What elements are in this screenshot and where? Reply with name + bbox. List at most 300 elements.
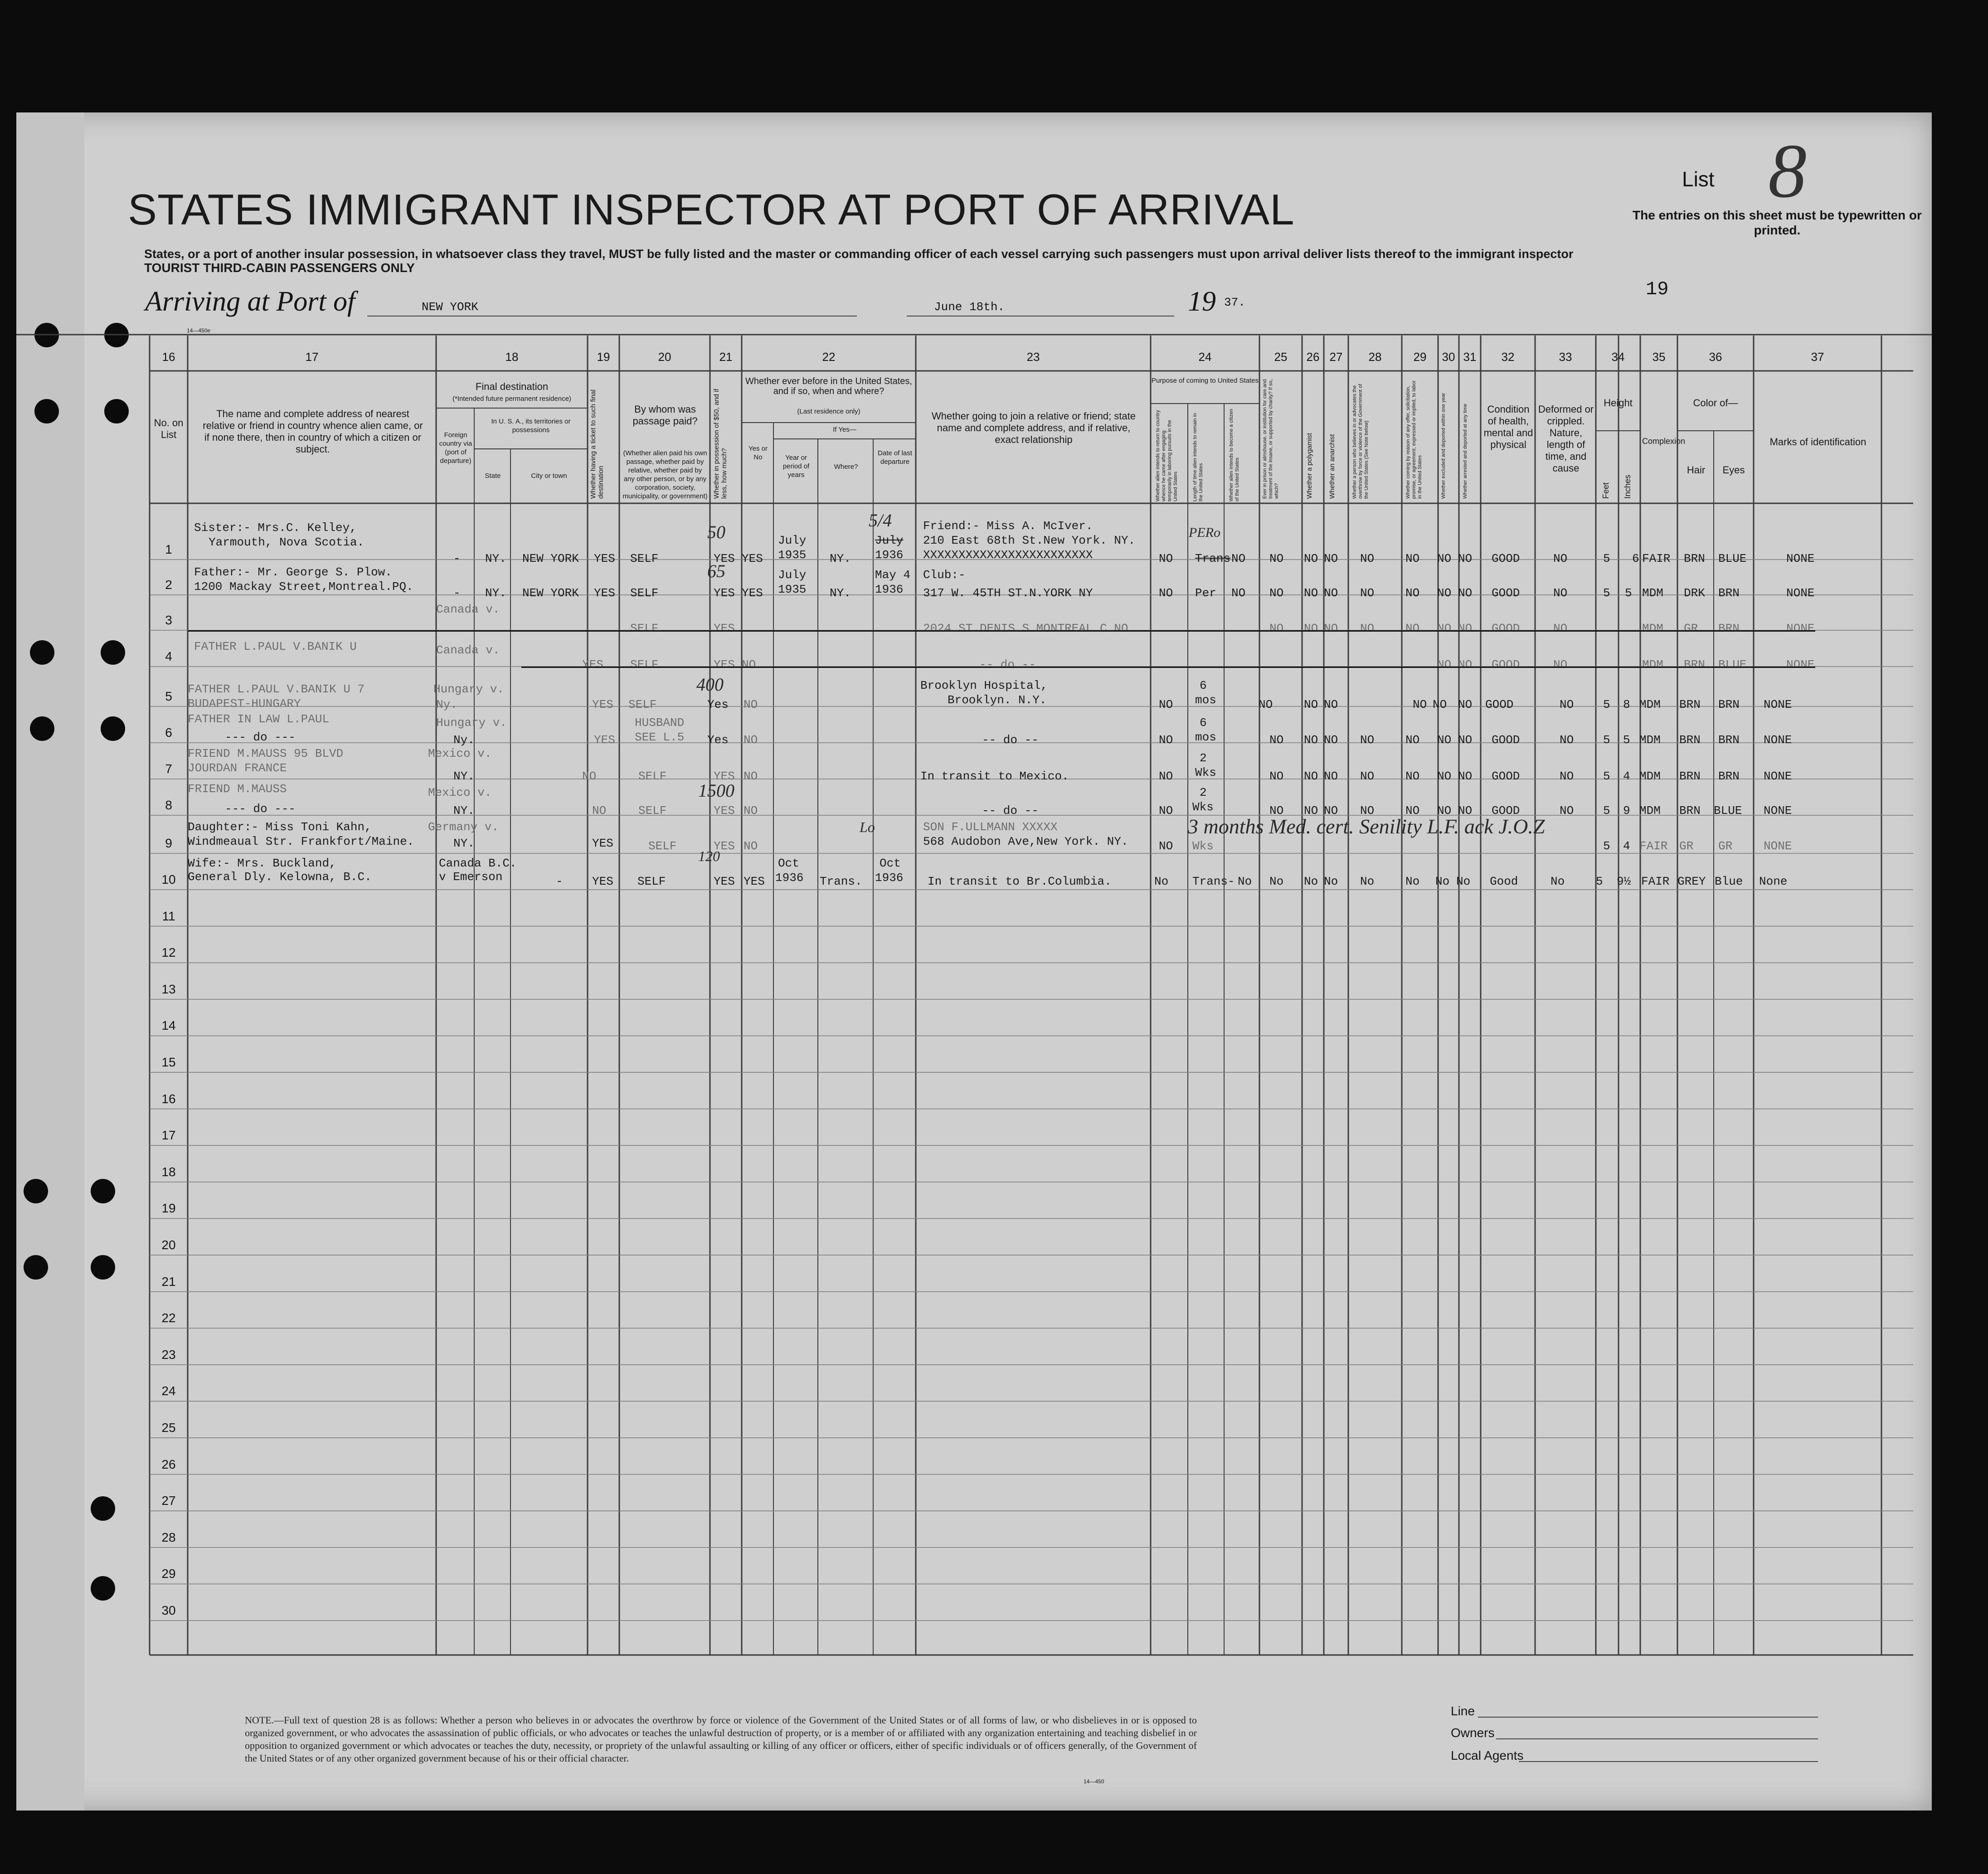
column-number: 34	[1611, 350, 1625, 364]
r1-money: YES	[714, 552, 735, 565]
r3-c29: NO	[1405, 622, 1420, 635]
r7-c31: NO	[1458, 769, 1473, 783]
col22-ifyes-header: If Yes—	[833, 426, 856, 433]
r8-money-handwritten: 1500	[698, 780, 734, 801]
r8-paid: SELF	[638, 804, 667, 818]
footer-note: NOTE.—Full text of question 28 is as follows: Whether a person who believes in or advocates the overthrow by force or violence of the Government of the United States or of all forms of law, or who disbelieves in or is opposed to organized government, or who advocates the assassination of public officials, or who advocates or teaches the unlawful destruction of property, or is a member of or affiliated with any organization entertaining and teaching disbelief in or opposition to organized government or which advocates or teaches the duty, necessity, or propriety of the unlawful assaulting or killing of any officer or officers, either of specific individuals or of officers generally, of the Government of the United States or of any other organized government because of his or their official character.	[245, 1714, 1197, 1764]
column-number: 18	[505, 350, 519, 364]
r1-money-handwritten: 50	[707, 522, 725, 542]
col18-city-header: City or town	[531, 472, 567, 480]
r10-c29: No	[1405, 875, 1420, 888]
year-prefix: 19	[1188, 286, 1216, 317]
r10-date-2: 1936	[875, 871, 904, 885]
row-number: 7	[165, 762, 172, 776]
r4-foreign: Canada v.	[436, 643, 500, 657]
row-number: 9	[165, 836, 172, 850]
r6-deformed: NO	[1560, 733, 1574, 747]
r7-marks: NONE	[1764, 769, 1792, 783]
r7-hair: BRN	[1679, 769, 1701, 783]
punch-hole	[104, 399, 129, 423]
r5-health: GOOD	[1485, 698, 1514, 711]
col24-citizen-header: Whether alien intends to become a citizen of the United States	[1229, 409, 1240, 501]
r2-hair: DRK	[1684, 586, 1705, 600]
r4-c30: NO	[1437, 658, 1452, 672]
r2-before: YES	[742, 586, 763, 600]
r1-inches: 6	[1632, 552, 1639, 565]
col18-usa-header: In U. S. A., its territories or possessions	[491, 418, 571, 434]
r4-marks: NONE	[1786, 658, 1815, 672]
r8-c26: NO	[1304, 804, 1318, 818]
year-suffix: 37.	[1224, 296, 1245, 309]
col22-date-header: Date of last departure	[878, 449, 912, 466]
column-number: 16	[162, 350, 175, 364]
r8-before: NO	[744, 804, 758, 818]
r3-strike-line	[188, 630, 1815, 632]
r4-paid: SELF	[630, 658, 659, 672]
col22-where-header: Where?	[834, 463, 858, 471]
column-number: 31	[1463, 350, 1477, 364]
r9-money: YES	[714, 839, 735, 853]
r5-eyes: BRN	[1718, 698, 1740, 711]
r1-join-3: XXXXXXXXXXXXXXXXXXXXXXXX	[923, 548, 1093, 562]
r8-c30: NO	[1437, 804, 1452, 818]
row-number: 18	[161, 1164, 176, 1179]
r3-paid: SELF	[630, 622, 659, 635]
punch-hole	[91, 1179, 115, 1203]
r3-eyes: BRN	[1718, 622, 1740, 635]
r6-c25: NO	[1269, 733, 1284, 747]
punch-hole	[91, 1576, 115, 1601]
punch-hole	[30, 640, 54, 665]
r2-year-1: July	[778, 568, 807, 582]
r1-before: YES	[742, 552, 763, 565]
r10-relative-name: Wife:- Mrs. Buckland,	[188, 857, 336, 870]
r2-complexion: MDM	[1642, 586, 1663, 600]
r7-relative-address: JOURDAN FRANCE	[188, 761, 287, 775]
r10-ticket: YES	[592, 875, 613, 888]
r3-c25: NO	[1269, 622, 1284, 635]
r10-c26: No	[1304, 875, 1318, 888]
list-label: List	[1682, 167, 1715, 191]
column-number: 33	[1559, 350, 1572, 364]
col16-header: No. on List	[154, 417, 184, 440]
r8-marks: NONE	[1764, 804, 1792, 818]
r10-money: YES	[714, 875, 735, 888]
r10-money-handwritten: 120	[698, 848, 720, 864]
r7-join: In transit to Mexico.	[920, 769, 1069, 783]
r6-paid-2: SEE L.5	[635, 730, 685, 744]
col33-header: Deformed or crippled. Nature, length of time, and cause	[1538, 404, 1594, 474]
col28-header: Whether a person who believes in or advocates the overthrow by force or violence of the Government of the United States (See Note below)	[1352, 384, 1369, 499]
r5-c29: NO	[1413, 698, 1427, 711]
r1-p24a: NO	[1159, 552, 1173, 565]
r6-state: Ny.	[453, 733, 475, 747]
local-agents-fill	[1519, 1761, 1818, 1762]
col29-header: Whether coming by reason of any offer, solicitation, promise, or agreement, expressed or implied, to labor in the United States	[1405, 380, 1423, 499]
r7-c29: NO	[1405, 769, 1420, 783]
r3-hair: GR	[1684, 622, 1698, 635]
owners-fill	[1496, 1738, 1818, 1739]
col17-header: The name and complete address of nearest relative or friend in country whence alien came, or if none there, then in country of which a citizen or subject.	[203, 408, 423, 455]
r7-c27: NO	[1324, 769, 1338, 783]
r5-complexion: MDM	[1639, 698, 1661, 711]
r2-date-1: May 4	[875, 568, 911, 582]
r10-relative-address: General Dly. Kelowna, B.C.	[188, 870, 372, 884]
r7-money: YES	[714, 769, 735, 783]
column-number: 19	[597, 350, 610, 364]
r3-foreign: Canada v.	[436, 603, 500, 616]
r7-state: NY.	[453, 769, 475, 783]
r5-c30: NO	[1433, 698, 1447, 711]
column-number: 25	[1274, 350, 1288, 364]
row-number: 12	[161, 945, 176, 960]
r10-join: In transit to Br.Columbia.	[928, 875, 1112, 888]
column-number: 21	[719, 350, 733, 364]
r8-c28: NO	[1360, 804, 1375, 818]
r2-p24c: NO	[1231, 586, 1246, 600]
row-number: 16	[161, 1091, 176, 1106]
r7-complexion: MDM	[1639, 769, 1661, 783]
r2-eyes: BRN	[1718, 586, 1740, 600]
r9-before: NO	[744, 839, 758, 853]
owners-label: Owners	[1451, 1726, 1495, 1740]
r9-feet: 5	[1603, 839, 1610, 853]
r5-p24a: NO	[1159, 698, 1173, 711]
r5-p24b-1: 6	[1200, 679, 1207, 692]
r9-inches: 4	[1623, 839, 1630, 853]
r1-eyes: BLUE	[1718, 552, 1747, 565]
r9-state: NY.	[453, 837, 475, 850]
r2-inches: 5	[1625, 586, 1632, 600]
col24-return-header: Whether alien intends to return to country whence he came after engaging temporarily in laboring pursuits in the United States	[1155, 410, 1178, 501]
col32-header: Condition of health, mental and physical	[1483, 404, 1533, 450]
punch-hole	[30, 716, 54, 741]
r4-hair: BRN	[1684, 658, 1705, 672]
r9-complexion: FAIR	[1639, 839, 1668, 853]
r10-complexion: FAIR	[1641, 875, 1670, 888]
r8-deformed: NO	[1560, 804, 1574, 818]
r8-hair: BRN	[1679, 804, 1701, 818]
r2-paid: SELF	[630, 586, 659, 600]
r2-date-2: 1936	[875, 583, 904, 596]
r5-money-handwritten: 400	[696, 674, 724, 695]
r6-foreign: Hungary v.	[436, 716, 507, 730]
column-number: 36	[1709, 350, 1722, 364]
r6-c31: NO	[1458, 733, 1473, 747]
punch-hole	[91, 1255, 115, 1280]
r10-before: YES	[744, 875, 765, 888]
column-number: 23	[1026, 350, 1040, 364]
punch-hole	[34, 323, 59, 347]
r10-where: Trans.	[820, 875, 862, 888]
col26-header: Whether a polygamist	[1306, 433, 1313, 499]
r6-relative-address: --- do ---	[225, 730, 296, 744]
r2-city: NEW YORK	[522, 586, 579, 600]
row-number: 3	[165, 613, 172, 627]
r8-join: -- do --	[982, 804, 1039, 818]
r7-p24b-1: 2	[1200, 751, 1207, 765]
col20-subheader: (Whether alien paid his own passage, whether paid by relative, whether paid by any other person, or by any corporation, society, municipality, or government)	[622, 449, 708, 500]
r8-ticket: NO	[592, 804, 607, 818]
r9-hair: GR	[1679, 839, 1694, 853]
column-number: 28	[1368, 350, 1382, 364]
row-number: 1	[165, 542, 172, 556]
r5-c26: NO	[1304, 698, 1318, 711]
r7-health: GOOD	[1492, 769, 1520, 783]
col21-header: Whether in possession of $50, and if less, how much?	[713, 389, 728, 499]
r2-c26: NO	[1304, 586, 1318, 600]
punch-hole	[104, 323, 129, 347]
r2-feet: 5	[1603, 586, 1610, 600]
r1-join-1: Friend:- Miss A. McIver.	[923, 519, 1093, 533]
r6-complexion: MDM	[1639, 733, 1661, 747]
col18-subheader: (*Intended future permanent residence)	[452, 395, 571, 403]
r2-foreign: -	[453, 586, 461, 600]
r10-c28: No	[1360, 875, 1375, 888]
r1-c25: NO	[1269, 552, 1284, 565]
header-passenger-class: TOURIST THIRD-CABIN PASSENGERS ONLY	[144, 261, 415, 275]
r9-join-1: SON F.ULLMANN XXXXX	[923, 820, 1058, 834]
r1-c26: NO	[1304, 552, 1318, 565]
list-number: 8	[1768, 128, 1807, 214]
r1-relative-address: Yarmouth, Nova Scotia.	[209, 535, 365, 549]
r1-ticket: YES	[594, 552, 615, 565]
r8-relative-address: --- do ---	[225, 802, 296, 816]
col22-year-header: Year or period of years	[783, 454, 810, 479]
r7-p24a: NO	[1159, 769, 1173, 783]
r8-c25: NO	[1269, 804, 1284, 818]
r1-marks: NONE	[1786, 552, 1815, 565]
r10-eyes: Blue	[1715, 875, 1743, 888]
r4-deformed: NO	[1553, 658, 1568, 672]
col37-header: Marks of identification	[1769, 436, 1866, 448]
r1-health: GOOD	[1492, 552, 1520, 565]
punch-hole	[24, 1255, 48, 1280]
r6-ticket: YES	[594, 733, 615, 747]
r9-eyes: GR	[1718, 839, 1733, 853]
r5-state: Ny.	[436, 698, 457, 711]
r5-relative-name: FATHER L.PAUL V.BANIK U 7	[188, 682, 365, 696]
r8-relative-name: FRIEND M.MAUSS	[188, 782, 287, 796]
r10-p24a: No	[1154, 875, 1169, 888]
r4-relative-name: FATHER L.PAUL V.BANIK U	[194, 640, 357, 653]
column-number: 20	[658, 350, 671, 364]
r2-deformed: NO	[1553, 586, 1568, 600]
col36-hair-header: Hair	[1687, 464, 1706, 476]
r6-p24b-1: 6	[1200, 716, 1207, 730]
r6-p24b-2: mos	[1195, 730, 1216, 744]
r6-c29: NO	[1405, 733, 1420, 747]
r4-join: -- do --	[979, 658, 1036, 672]
r1-join-2: 210 East 68th St.New York. NY.	[923, 534, 1136, 547]
r7-foreign: Mexico v.	[428, 747, 492, 760]
r4-ticket: YES	[582, 658, 603, 672]
r1-p24b-handwritten: PERo	[1189, 525, 1220, 540]
r8-money: YES	[714, 804, 735, 818]
form-code-top: 14—450e	[187, 327, 211, 334]
r7-before: NO	[744, 769, 758, 783]
row-number: 24	[161, 1384, 176, 1398]
r3-marks: NONE	[1786, 622, 1815, 635]
col22-subheader: (Last residence only)	[797, 408, 860, 415]
r4-eyes: BLUE	[1718, 658, 1747, 672]
row-number: 20	[161, 1238, 176, 1252]
line-fill	[1478, 1717, 1818, 1718]
column-number: 35	[1652, 350, 1666, 364]
r7-eyes: BRN	[1718, 769, 1740, 783]
r6-relative-name: FATHER IN LAW L.PAUL	[188, 712, 330, 726]
r5-relative-address: BUDAPEST-HUNGARY	[188, 697, 301, 711]
arriving-label: Arriving at Port of	[145, 286, 355, 317]
r2-relative-address: 1200 Mackay Street,Montreal.PQ.	[194, 580, 413, 594]
row-number: 14	[161, 1018, 176, 1033]
row-number: 28	[161, 1530, 176, 1544]
r1-foreign: -	[453, 552, 461, 565]
col24-header: Purpose of coming to United States	[1152, 377, 1259, 385]
col22-header: Whether ever before in the United States, and if so, when and where?	[745, 376, 912, 396]
r3-money: YES	[714, 622, 735, 635]
r6-c30: NO	[1437, 733, 1452, 747]
r1-feet: 5	[1603, 552, 1610, 565]
date-value: June 18th.	[934, 300, 1005, 314]
r5-join-2: Brooklyn. N.Y.	[948, 693, 1047, 707]
row-number: 30	[161, 1603, 176, 1617]
r2-c30: NO	[1437, 586, 1452, 600]
r10-feet: 5	[1596, 875, 1603, 888]
column-number: 24	[1198, 350, 1212, 364]
r8-p24b-1: 2	[1200, 786, 1207, 799]
row-number: 27	[161, 1494, 176, 1508]
r2-c31: NO	[1458, 586, 1473, 600]
r1-c30: NO	[1437, 552, 1452, 565]
row-number: 15	[161, 1055, 176, 1069]
row-number: 26	[161, 1457, 176, 1471]
r8-health: GOOD	[1492, 804, 1520, 818]
r7-feet: 5	[1603, 769, 1610, 783]
line-label: Line	[1451, 1704, 1475, 1718]
r2-c29: NO	[1405, 586, 1420, 600]
r9-p24a: NO	[1159, 839, 1173, 853]
r5-foreign: Hungary v.	[433, 682, 505, 696]
r4-c31: NO	[1458, 658, 1473, 672]
r9-join-2: 568 Audobon Ave,New York. NY.	[923, 835, 1128, 848]
r6-c26: NO	[1304, 733, 1318, 747]
page-title: STATES IMMIGRANT INSPECTOR AT PORT OF ARRIVAL	[128, 185, 1295, 234]
r7-p24b-2: Wks	[1195, 766, 1216, 779]
r1-relative-name: Sister:- Mrs.C. Kelley,	[194, 521, 357, 535]
r10-year-1: Oct	[778, 857, 799, 870]
r8-c31: NO	[1458, 804, 1473, 818]
col18-header: Final destination	[475, 381, 549, 392]
r6-money: Yes	[707, 733, 729, 747]
col34-header: Height	[1604, 397, 1633, 409]
r2-c27: NO	[1324, 586, 1338, 600]
r4-money: YES	[714, 658, 735, 672]
r6-before: NO	[744, 733, 758, 747]
r1-deformed: NO	[1553, 552, 1568, 565]
r5-marks: NONE	[1764, 698, 1792, 711]
r1-where: NY.	[830, 552, 851, 565]
r3-c31: NO	[1458, 622, 1473, 635]
row-number: 21	[161, 1274, 176, 1289]
row-number: 17	[161, 1128, 176, 1143]
r8-feet: 5	[1603, 804, 1610, 818]
row-number: 11	[162, 909, 175, 923]
r5-ticket: YES	[592, 698, 613, 711]
col35-header: Complexion	[1642, 437, 1686, 446]
punch-hole	[34, 399, 59, 423]
r2-year-2: 1935	[778, 583, 807, 596]
r3-join: 2024 ST.DENIS S MONTREAL C NO	[923, 622, 1128, 635]
row-number: 23	[161, 1347, 176, 1362]
r5-c31: NO	[1458, 698, 1473, 711]
form-code-bottom: 14—450	[1084, 1778, 1104, 1785]
r1-city: NEW YORK	[522, 552, 579, 565]
r10-foreign-1: Canada B.C.	[439, 857, 517, 870]
r10-marks: None	[1759, 875, 1788, 888]
col34-inches-header: Inches	[1623, 474, 1632, 499]
r9-date-handwritten: Lo	[860, 819, 875, 835]
r10-year-2: 1936	[775, 871, 804, 885]
r10-c30: No	[1435, 875, 1450, 888]
r6-eyes: BRN	[1718, 733, 1740, 747]
r1-year-1: July	[778, 534, 807, 547]
r6-inches: 5	[1623, 733, 1630, 747]
r8-inches: 9	[1623, 804, 1630, 818]
r10-date-1: Oct	[880, 857, 901, 870]
r3-c30: NO	[1437, 622, 1452, 635]
r7-c30: NO	[1437, 769, 1452, 783]
r9-relative-name: Daughter:- Miss Toni Kahn,	[188, 820, 372, 834]
row-number: 10	[161, 872, 176, 886]
column-number: 17	[305, 350, 319, 364]
r10-c27: No	[1324, 875, 1338, 888]
r1-p24b: Trans	[1195, 552, 1231, 565]
r9-marks: NONE	[1764, 839, 1792, 853]
port-value: NEW YORK	[422, 300, 478, 314]
r5-c27: NO	[1324, 698, 1338, 711]
column-number: 27	[1329, 350, 1343, 364]
r7-c26: NO	[1304, 769, 1318, 783]
r6-paid-1: HUSBAND	[635, 716, 685, 730]
r9-handwritten-note: 3 months Med. cert. Senility L.F. ack J.O.Z	[1188, 815, 1545, 838]
r3-c28: NO	[1360, 622, 1375, 635]
local-agents-label: Local Agents	[1451, 1748, 1524, 1762]
r2-marks: NONE	[1786, 586, 1815, 600]
r4-complexion: MDM	[1642, 658, 1663, 672]
r2-c25: NO	[1269, 586, 1284, 600]
r7-c28: NO	[1360, 769, 1375, 783]
r5-deformed: NO	[1560, 698, 1574, 711]
r10-deformed: No	[1551, 875, 1565, 888]
r10-hair: GREY	[1677, 875, 1706, 888]
r10-health: Good	[1490, 875, 1518, 888]
r10-paid: SELF	[637, 875, 666, 888]
col30-header: Whether excluded and deported within one year	[1441, 393, 1446, 499]
col19-header: Whether having a ticket to such final destination	[589, 389, 605, 499]
r1-c27: NO	[1324, 552, 1338, 565]
row-number: 2	[165, 578, 172, 592]
r6-health: GOOD	[1492, 733, 1520, 747]
col34-feet-header: Feet	[1601, 482, 1610, 499]
row-number: 19	[161, 1201, 176, 1216]
r1-paid: SELF	[630, 552, 659, 565]
page-number: 19	[1646, 278, 1669, 300]
manifest-sheet	[16, 112, 1932, 1811]
col24-length-header: Length of time alien intends to remain in the United States	[1192, 413, 1204, 501]
r1-c29: NO	[1405, 552, 1420, 565]
r6-feet: 5	[1603, 733, 1610, 747]
